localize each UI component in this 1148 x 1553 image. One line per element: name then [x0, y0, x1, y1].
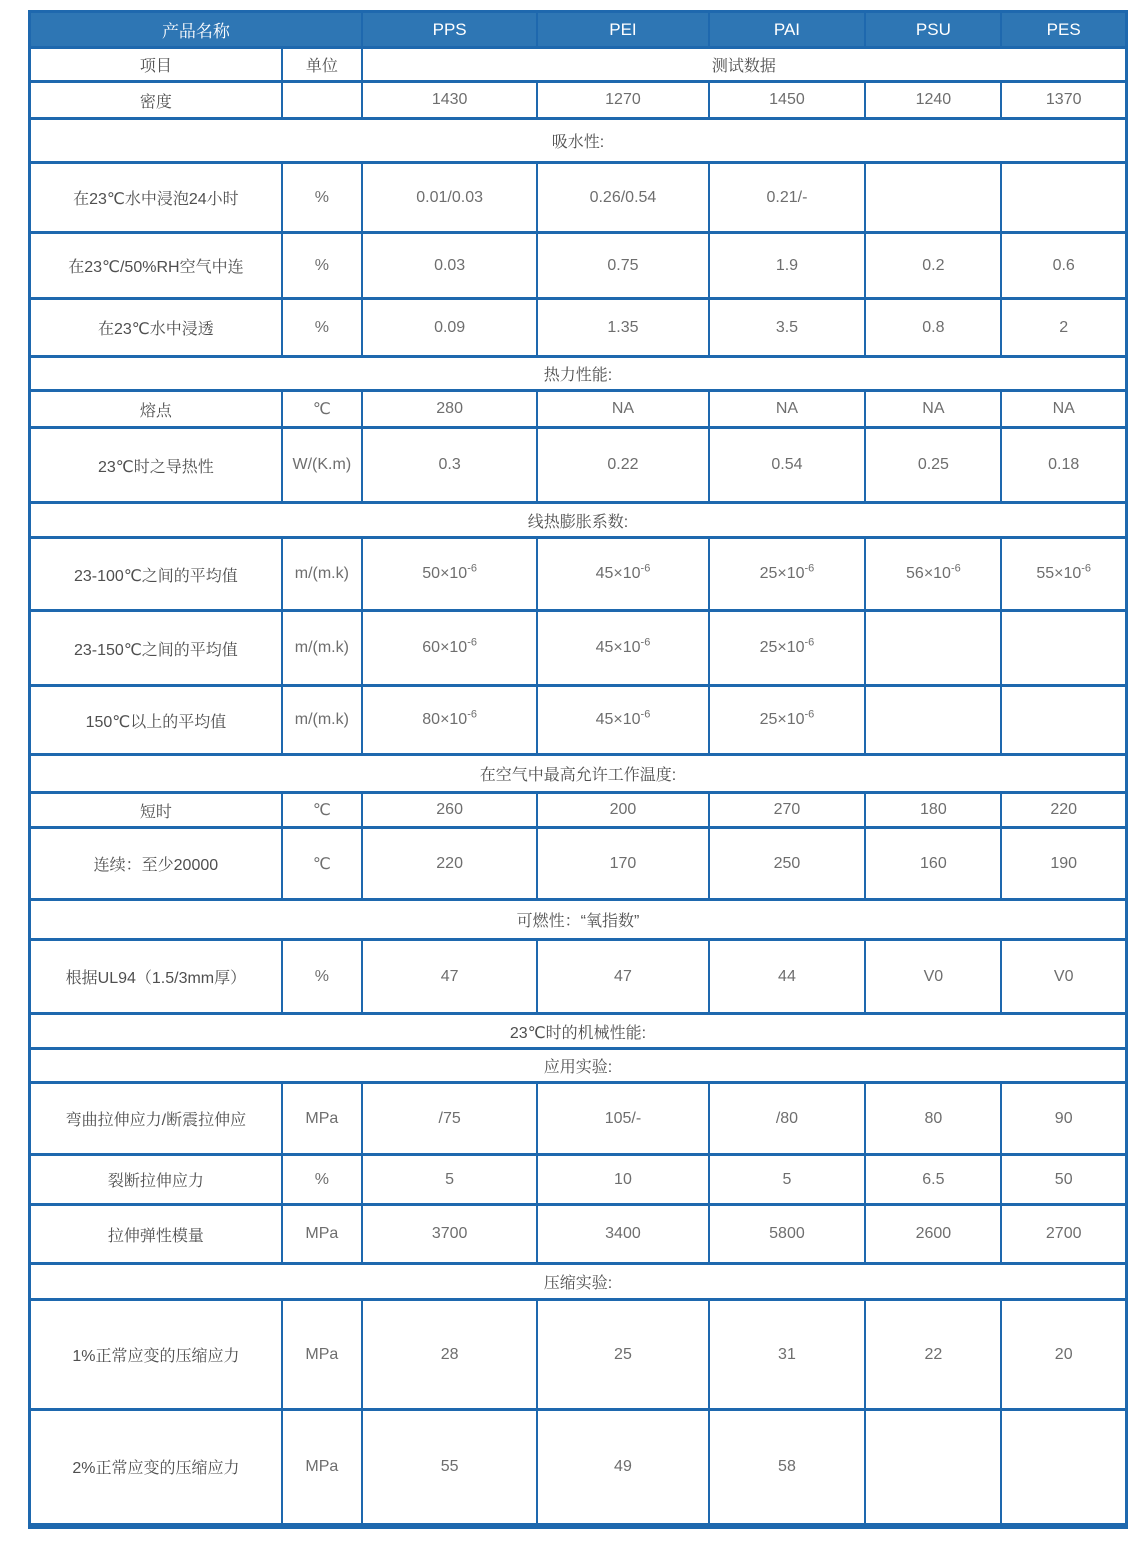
section-label: 线热膨胀系数: — [30, 503, 1127, 538]
row-value: 58 — [709, 1410, 866, 1526]
row-value — [865, 1410, 1001, 1526]
value-base: 60×10 — [422, 639, 468, 656]
row-value — [1001, 686, 1126, 755]
row-value — [362, 686, 538, 755]
product-name-header: 产品名称 — [30, 12, 362, 48]
row-value — [1001, 1410, 1126, 1526]
row-value: 1270 — [537, 82, 708, 119]
column-header-pes: PES — [1001, 12, 1126, 48]
test-data-header: 测试数据 — [362, 48, 1127, 82]
row-label: 熔点 — [30, 391, 282, 428]
row-value — [537, 686, 708, 755]
table-row — [30, 1155, 1127, 1205]
value-superscript: -6 — [467, 562, 477, 575]
row-value: 1370 — [1001, 82, 1126, 119]
value-superscript: -6 — [1081, 562, 1092, 575]
row-value: NA — [537, 391, 708, 428]
row-value — [865, 538, 1001, 611]
row-value: 250 — [709, 828, 866, 900]
row-value — [362, 538, 538, 611]
row-unit: m/(m.k) — [282, 538, 362, 611]
table-row — [30, 1205, 1127, 1264]
subheader-row — [30, 48, 1127, 82]
column-header-psu: PSU — [865, 12, 1001, 48]
row-value: 80 — [865, 1083, 1001, 1155]
row-unit: MPa — [282, 1300, 362, 1410]
row-label: 23℃时之导热性 — [30, 428, 282, 503]
row-value: 280 — [362, 391, 538, 428]
row-value: 1.9 — [709, 233, 866, 299]
value-superscript: -6 — [640, 636, 651, 649]
value-superscript: -6 — [640, 708, 651, 721]
row-label: 在23℃水中浸泡24小时 — [30, 163, 282, 233]
row-value: 5 — [709, 1155, 866, 1205]
row-value: 0.18 — [1001, 428, 1126, 503]
value-base: 55×10 — [1036, 565, 1082, 582]
row-label: 弯曲拉伸应力/断震拉伸应 — [30, 1083, 282, 1155]
row-value: 55 — [362, 1410, 538, 1526]
row-unit: W/(K.m) — [282, 428, 362, 503]
value-superscript: -6 — [640, 562, 651, 575]
row-value: 47 — [537, 940, 708, 1014]
section-row — [30, 503, 1127, 538]
row-value — [865, 686, 1001, 755]
table-row — [30, 1410, 1127, 1526]
row-value: V0 — [1001, 940, 1126, 1014]
row-unit: % — [282, 233, 362, 299]
row-unit: m/(m.k) — [282, 611, 362, 686]
row-value: 2 — [1001, 299, 1126, 357]
row-label: 23-150℃之间的平均值 — [30, 611, 282, 686]
row-label: 1%正常应变的压缩应力 — [30, 1300, 282, 1410]
table-row — [30, 428, 1127, 503]
table-row — [30, 391, 1127, 428]
column-header-pps: PPS — [362, 12, 538, 48]
row-unit: MPa — [282, 1410, 362, 1526]
row-value: 220 — [362, 828, 538, 900]
row-value: 0.2 — [865, 233, 1001, 299]
row-value: 0.26/0.54 — [537, 163, 708, 233]
section-row — [30, 900, 1127, 940]
unit-header: 单位 — [282, 48, 362, 82]
row-value: 47 — [362, 940, 538, 1014]
table-row — [30, 163, 1127, 233]
table-row — [30, 299, 1127, 357]
row-value: 0.6 — [1001, 233, 1126, 299]
row-label: 短时 — [30, 793, 282, 828]
row-value — [362, 611, 538, 686]
section-row — [30, 357, 1127, 391]
row-value: 1240 — [865, 82, 1001, 119]
row-value: 220 — [1001, 793, 1126, 828]
value-base: 25×10 — [759, 639, 805, 656]
row-value: 0.21/- — [709, 163, 866, 233]
row-value: 260 — [362, 793, 538, 828]
column-header-pei: PEI — [537, 12, 708, 48]
row-value: 0.3 — [362, 428, 538, 503]
row-label: 密度 — [30, 82, 282, 119]
row-value: 3400 — [537, 1205, 708, 1264]
row-label: 150℃以上的平均值 — [30, 686, 282, 755]
row-value: 2600 — [865, 1205, 1001, 1264]
section-label: 应用实验: — [30, 1049, 1127, 1083]
row-value — [709, 538, 866, 611]
row-value: 5 — [362, 1155, 538, 1205]
column-header-pai: PAI — [709, 12, 866, 48]
row-unit: % — [282, 940, 362, 1014]
row-value: NA — [1001, 391, 1126, 428]
row-unit: % — [282, 1155, 362, 1205]
row-value: 105/- — [537, 1083, 708, 1155]
row-unit: m/(m.k) — [282, 686, 362, 755]
row-value: 200 — [537, 793, 708, 828]
row-value — [1001, 163, 1126, 233]
row-unit: MPa — [282, 1205, 362, 1264]
row-value: 160 — [865, 828, 1001, 900]
row-value: 0.03 — [362, 233, 538, 299]
table-row — [30, 940, 1127, 1014]
row-value: 0.8 — [865, 299, 1001, 357]
row-value: 22 — [865, 1300, 1001, 1410]
row-label: 裂断拉伸应力 — [30, 1155, 282, 1205]
row-value: 270 — [709, 793, 866, 828]
row-value: NA — [709, 391, 866, 428]
row-value: 10 — [537, 1155, 708, 1205]
value-superscript: -6 — [804, 708, 815, 721]
section-label: 23℃时的机械性能: — [30, 1014, 1127, 1049]
value-base: 25×10 — [759, 565, 805, 582]
table-row — [30, 82, 1127, 119]
row-value: 190 — [1001, 828, 1126, 900]
row-value: 0.54 — [709, 428, 866, 503]
value-base: 45×10 — [595, 711, 641, 728]
section-label: 热力性能: — [30, 357, 1127, 391]
section-row — [30, 119, 1127, 163]
row-value: 180 — [865, 793, 1001, 828]
row-value: 0.09 — [362, 299, 538, 357]
section-row — [30, 1014, 1127, 1049]
row-value: 3700 — [362, 1205, 538, 1264]
row-label: 在23℃/50%RH空气中连 — [30, 233, 282, 299]
row-value — [537, 611, 708, 686]
product-header-row — [30, 12, 1127, 48]
row-value: 1430 — [362, 82, 538, 119]
section-label: 可燃性：“氧指数” — [30, 900, 1127, 940]
table-row — [30, 1083, 1127, 1155]
value-base: 50×10 — [422, 565, 468, 582]
row-label: 2%正常应变的压缩应力 — [30, 1410, 282, 1526]
row-value: 0.75 — [537, 233, 708, 299]
row-value: 6.5 — [865, 1155, 1001, 1205]
row-label: 根据UL94（1.5/3mm厚） — [30, 940, 282, 1014]
row-value — [865, 611, 1001, 686]
row-unit: % — [282, 299, 362, 357]
row-value: 90 — [1001, 1083, 1126, 1155]
value-base: 25×10 — [759, 711, 805, 728]
material-properties-table — [28, 10, 1128, 1529]
row-value: 25 — [537, 1300, 708, 1410]
table-row — [30, 828, 1127, 900]
row-label: 连续：至少20000 — [30, 828, 282, 900]
value-base: 80×10 — [422, 711, 468, 728]
value-superscript: -6 — [467, 708, 477, 721]
row-value: 3.5 — [709, 299, 866, 357]
section-label: 压缩实验: — [30, 1264, 1127, 1300]
row-value: V0 — [865, 940, 1001, 1014]
section-row — [30, 1049, 1127, 1083]
row-value: 31 — [709, 1300, 866, 1410]
row-value: 5800 — [709, 1205, 866, 1264]
row-unit: ℃ — [282, 391, 362, 428]
value-base: 56×10 — [906, 565, 951, 582]
row-value: 44 — [709, 940, 866, 1014]
row-unit: % — [282, 163, 362, 233]
value-superscript: -6 — [804, 562, 815, 575]
row-value: 0.01/0.03 — [362, 163, 538, 233]
section-row — [30, 1264, 1127, 1300]
row-value: 0.25 — [865, 428, 1001, 503]
row-value — [709, 611, 866, 686]
row-value: /75 — [362, 1083, 538, 1155]
row-unit — [282, 82, 362, 119]
value-superscript: -6 — [804, 636, 815, 649]
row-unit: MPa — [282, 1083, 362, 1155]
row-value: 170 — [537, 828, 708, 900]
table-row — [30, 611, 1127, 686]
value-base: 45×10 — [595, 639, 641, 656]
row-unit: ℃ — [282, 793, 362, 828]
table-row — [30, 1300, 1127, 1410]
row-value: 1.35 — [537, 299, 708, 357]
row-value: 50 — [1001, 1155, 1126, 1205]
row-value: 0.22 — [537, 428, 708, 503]
row-value: 28 — [362, 1300, 538, 1410]
section-label: 吸水性: — [30, 119, 1127, 163]
row-value — [865, 163, 1001, 233]
value-base: 45×10 — [595, 565, 641, 582]
table-row — [30, 233, 1127, 299]
table-row — [30, 686, 1127, 755]
row-value: 49 — [537, 1410, 708, 1526]
row-value — [1001, 611, 1126, 686]
row-value: /80 — [709, 1083, 866, 1155]
row-label: 在23℃水中浸透 — [30, 299, 282, 357]
row-value: 20 — [1001, 1300, 1126, 1410]
value-superscript: -6 — [467, 636, 477, 649]
row-label: 23-100℃之间的平均值 — [30, 538, 282, 611]
table-body — [30, 82, 1127, 1526]
row-value — [537, 538, 708, 611]
value-superscript: -6 — [950, 562, 961, 575]
table-row — [30, 538, 1127, 611]
table-row — [30, 793, 1127, 828]
section-label: 在空气中最高允许工作温度: — [30, 755, 1127, 793]
row-value: 1450 — [709, 82, 866, 119]
item-header: 项目 — [30, 48, 282, 82]
row-value — [1001, 538, 1126, 611]
row-label: 拉伸弹性模量 — [30, 1205, 282, 1264]
row-value: NA — [865, 391, 1001, 428]
row-value: 2700 — [1001, 1205, 1126, 1264]
row-value — [709, 686, 866, 755]
row-unit: ℃ — [282, 828, 362, 900]
section-row — [30, 755, 1127, 793]
